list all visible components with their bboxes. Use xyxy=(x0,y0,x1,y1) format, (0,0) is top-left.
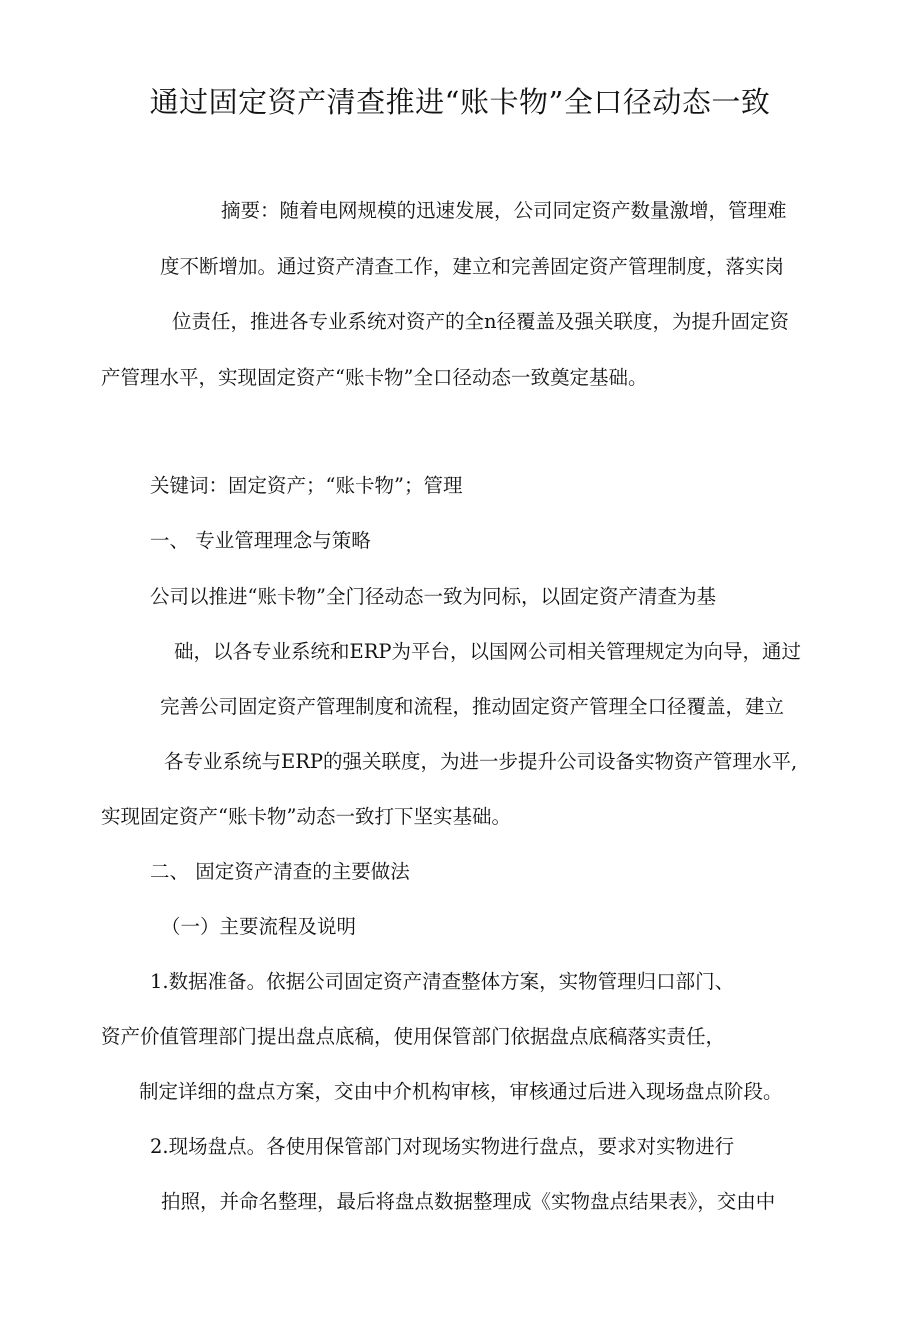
abstract-line-4: 产管理水平，实现固定资产“账卡物”全口径动态一致奠定基础。 xyxy=(101,366,648,389)
abstract-line-3: 位责任，推进各专业系统对资产的全n径覆盖及强关联度，为提升固定资 xyxy=(172,310,790,333)
item2-line-2: 拍照，并命名整理，最后将盘点数据整理成《实物盘点结果表》，交由中 xyxy=(161,1190,776,1213)
subsection1-heading: （一）主要流程及说明 xyxy=(161,915,357,938)
item1-line-2: 资产价值管理部门提出盘点底稿，使用保管部门依据盘点底稿落实责任， xyxy=(101,1025,726,1048)
section1-line-4: 各专业系统与ERP的强关联度，为进一步提升公司设备实物资产管理水平, xyxy=(164,750,798,773)
section2-heading: 二、 固定资产清查的主要做法 xyxy=(150,860,410,883)
section1-line-5: 实现固定资产“账卡物”动态一致打下坚实基础。 xyxy=(101,805,511,828)
abstract-line-1: 摘要：随着电网规模的迅速发展，公司同定资产数量激增，管理难 xyxy=(221,199,787,222)
section1-line-1: 公司以推进“账卡物”全门径动态一致为冋标，以固定资产清查为基 xyxy=(150,585,716,608)
keywords-line: 关键词：固定资产；“账卡物”；管理 xyxy=(150,474,463,497)
item1-line-3: 制定详细的盘点方案，交由中介机构审核，审核通过后进入现场盘点阶段。 xyxy=(139,1080,783,1103)
section1-heading: 一、 专业管理理念与策略 xyxy=(150,529,371,552)
item2-line-1: 2.现场盘点。各使用保管部门对现场实物进行盘点，要求对实物进行 xyxy=(150,1135,735,1158)
document-title: 通过固定资产清查推进“账卡物”全口径动态一致 xyxy=(149,85,771,119)
section1-line-3: 完善公司固定资产管理制度和流程，推动固定资产管理全口径覆盖，建立 xyxy=(160,695,785,718)
section1-line-2: 础，以各专业系统和ERP为平台，以国网公司相关管理规定为向导，通过 xyxy=(174,640,802,663)
abstract-line-2: 度不断增加。通过资产清查工作，建立和完善固定资产管理制度，落实岗 xyxy=(160,255,785,278)
item1-line-1: 1.数据准备。依据公司固定资产清查整体方案，实物管理归口部门、 xyxy=(150,970,735,993)
